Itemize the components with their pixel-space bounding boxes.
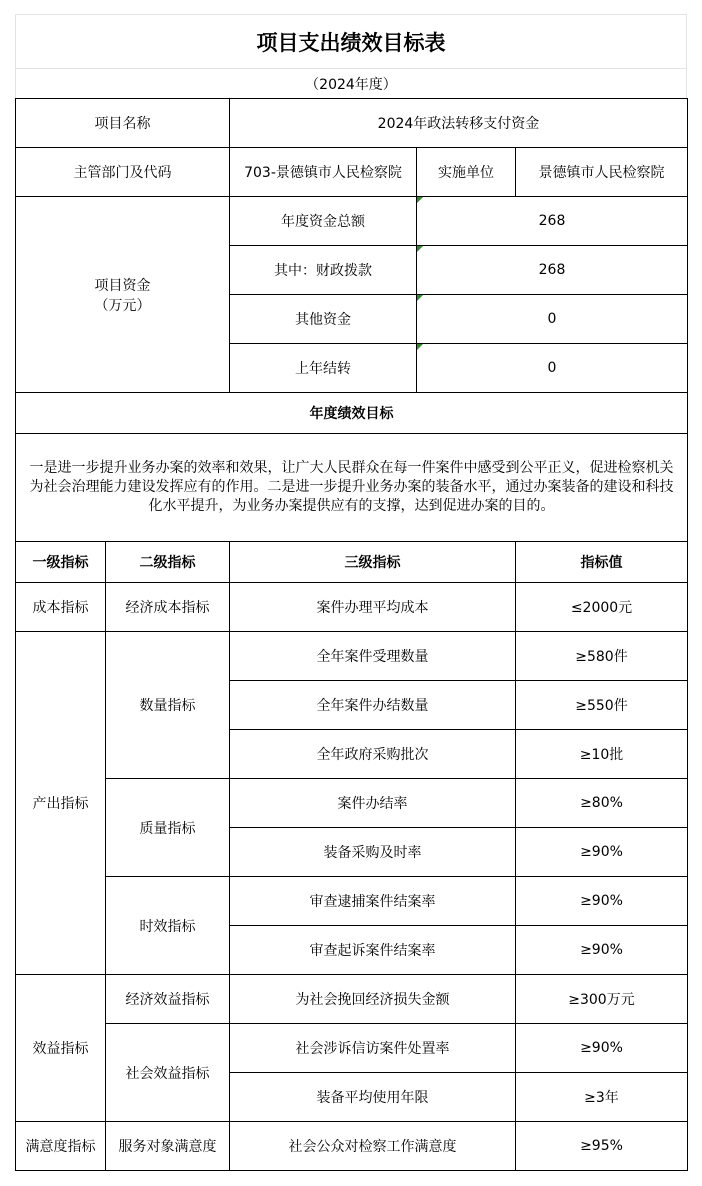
indicator-name: 审查起诉案件结案率 bbox=[230, 926, 516, 975]
funds-item-value bbox=[417, 344, 688, 393]
funds-item-value bbox=[417, 246, 688, 295]
indicator-name: 为社会挽回经济损失金额 bbox=[230, 975, 516, 1024]
indicator-row bbox=[16, 1122, 688, 1171]
performance-target-sheet bbox=[15, 14, 687, 1171]
funds-item-label: 年度资金总额 bbox=[230, 197, 417, 246]
indicator-name: 社会涉诉信访案件处置率 bbox=[230, 1024, 516, 1073]
funds-value-text: 268 bbox=[538, 262, 566, 278]
indicator-row bbox=[16, 877, 688, 926]
funds-item-label: 其中：财政拨款 bbox=[230, 246, 417, 295]
project-name-label: 项目名称 bbox=[16, 99, 230, 148]
indicator-value: ≥580件 bbox=[516, 632, 688, 681]
indicator-row bbox=[16, 632, 688, 681]
indicator-name: 案件办结率 bbox=[230, 779, 516, 828]
indicator-name: 全年政府采购批次 bbox=[230, 730, 516, 779]
department-value: 703-景德镇市人民检察院 bbox=[230, 148, 417, 197]
funds-item-value bbox=[417, 295, 688, 344]
level1-cost: 成本指标 bbox=[16, 583, 106, 632]
level1-satisfaction: 满意度指标 bbox=[16, 1122, 106, 1171]
department-row bbox=[16, 148, 688, 197]
project-name-value: 2024年政法转移支付资金 bbox=[230, 99, 688, 148]
level2-social-benefit: 社会效益指标 bbox=[106, 1024, 230, 1122]
indicator-row bbox=[16, 779, 688, 828]
level2-econ-cost: 经济成本指标 bbox=[106, 583, 230, 632]
indicator-value: ≥90% bbox=[516, 877, 688, 926]
header-level2: 二级指标 bbox=[106, 542, 230, 583]
level2-econ-benefit: 经济效益指标 bbox=[106, 975, 230, 1024]
indicator-value: ≥3年 bbox=[516, 1073, 688, 1122]
funds-row bbox=[16, 197, 688, 246]
indicator-name: 社会公众对检察工作满意度 bbox=[230, 1122, 516, 1171]
indicator-row bbox=[16, 1024, 688, 1073]
cell-note-marker bbox=[417, 197, 423, 203]
project-name-row bbox=[16, 99, 688, 148]
department-label: 主管部门及代码 bbox=[16, 148, 230, 197]
indicator-name: 全年案件办结数量 bbox=[230, 681, 516, 730]
year-label: （2024年度） bbox=[15, 68, 687, 98]
level2-quality: 质量指标 bbox=[106, 779, 230, 877]
target-table bbox=[15, 98, 688, 1171]
indicator-value: ≥90% bbox=[516, 926, 688, 975]
funds-item-value bbox=[417, 197, 688, 246]
header-value: 指标值 bbox=[516, 542, 688, 583]
funds-value-text: 268 bbox=[538, 213, 566, 229]
indicator-value: ≥10批 bbox=[516, 730, 688, 779]
cell-note-marker bbox=[417, 246, 423, 252]
indicator-name: 装备采购及时率 bbox=[230, 828, 516, 877]
indicator-value: ≥90% bbox=[516, 1024, 688, 1073]
cell-note-marker bbox=[417, 295, 423, 301]
indicator-value: ≥95% bbox=[516, 1122, 688, 1171]
indicator-value: ≥300万元 bbox=[516, 975, 688, 1024]
level2-service-satisfaction: 服务对象满意度 bbox=[106, 1122, 230, 1171]
goal-heading: 年度绩效目标 bbox=[16, 393, 688, 434]
funds-label-line2: （万元） bbox=[94, 297, 151, 314]
indicator-name: 案件办理平均成本 bbox=[230, 583, 516, 632]
funds-item-label: 其他资金 bbox=[230, 295, 417, 344]
goal-text-row bbox=[16, 434, 688, 542]
indicator-row bbox=[16, 583, 688, 632]
funds-item-label: 上年结转 bbox=[230, 344, 417, 393]
page-title: 项目支出绩效目标表 bbox=[15, 14, 687, 68]
goal-text: 一是进一步提升业务办案的效率和效果，让广大人民群众在每一件案件中感受到公平正义，促进检察机关为社会治理能力建设发挥应有的作用。二是进一步提升业务办案的装备水平，通过办案装备的建设和科技化水平提升，为业务办案提供应有的支撑，达到促进办案的目的。 bbox=[16, 434, 688, 542]
goal-heading-row bbox=[16, 393, 688, 434]
level1-output: 产出指标 bbox=[16, 632, 106, 975]
indicator-value: ≥80% bbox=[516, 779, 688, 828]
level1-benefit: 效益指标 bbox=[16, 975, 106, 1122]
funds-value-text: 0 bbox=[547, 311, 557, 327]
indicator-name: 装备平均使用年限 bbox=[230, 1073, 516, 1122]
implementer-value: 景德镇市人民检察院 bbox=[516, 148, 688, 197]
header-level1: 一级指标 bbox=[16, 542, 106, 583]
indicator-value: ≥90% bbox=[516, 828, 688, 877]
cell-note-marker bbox=[417, 344, 423, 350]
indicator-value: ≥550件 bbox=[516, 681, 688, 730]
funds-value-text: 0 bbox=[547, 360, 557, 376]
implementer-label: 实施单位 bbox=[417, 148, 516, 197]
indicator-value: ≤2000元 bbox=[516, 583, 688, 632]
indicator-name: 全年案件受理数量 bbox=[230, 632, 516, 681]
indicator-header-row bbox=[16, 542, 688, 583]
indicator-row bbox=[16, 975, 688, 1024]
funds-label bbox=[16, 197, 230, 393]
funds-label-line1: 项目资金 bbox=[94, 277, 151, 294]
header-level3: 三级指标 bbox=[230, 542, 516, 583]
level2-timeliness: 时效指标 bbox=[106, 877, 230, 975]
indicator-name: 审查逮捕案件结案率 bbox=[230, 877, 516, 926]
level2-quantity: 数量指标 bbox=[106, 632, 230, 779]
